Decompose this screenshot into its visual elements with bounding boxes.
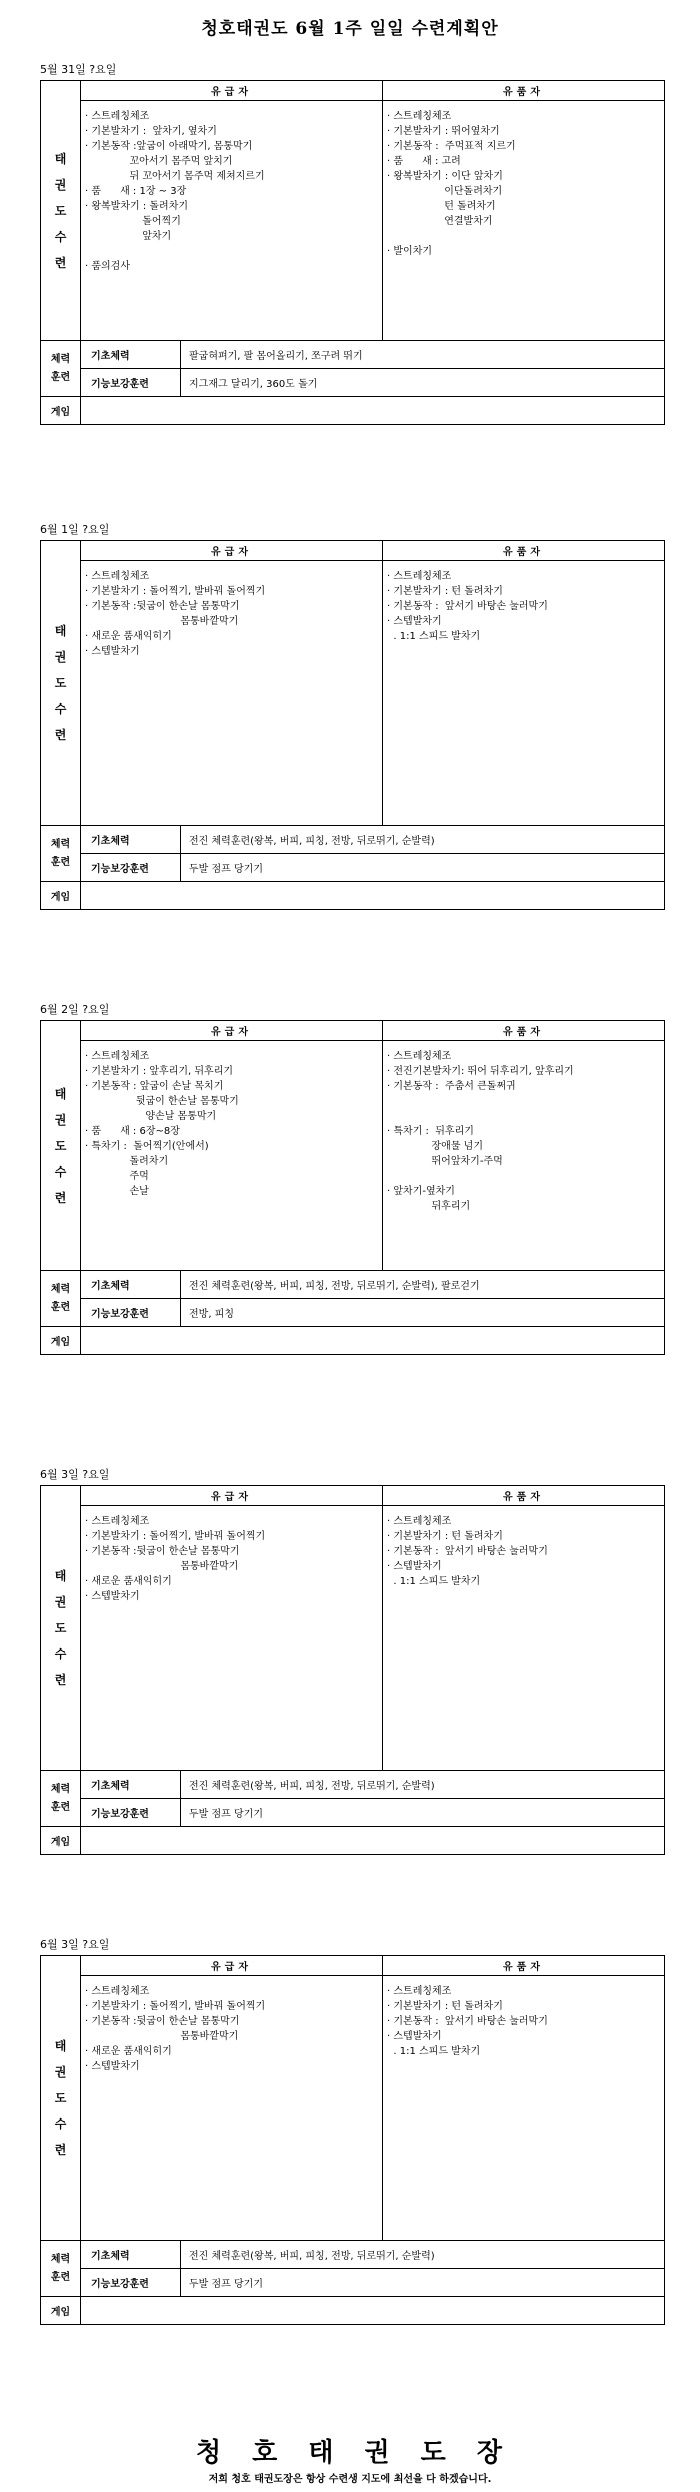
plan-line: 돌어찍기 bbox=[85, 216, 181, 227]
plan-line: . 1:1 스피드 발차기 bbox=[387, 1576, 481, 1587]
fitness-label-line: 체력 bbox=[50, 1283, 71, 1295]
plan-line: . 1:1 스피드 발차기 bbox=[387, 631, 481, 642]
plan-line: 이단돌려차기 bbox=[387, 186, 503, 197]
skill-fitness-label: 기능보강훈련 bbox=[81, 1799, 181, 1827]
plan-line: · 새로운 품새익히기 bbox=[85, 2046, 172, 2057]
plan-line: · 스트레칭체조 bbox=[387, 571, 452, 582]
taekwondo-char: 태 bbox=[54, 624, 67, 638]
beginner-header: 유급자 bbox=[81, 81, 383, 101]
plan-line: · 기본동작 : 앞서기 바탕손 눌러막기 bbox=[387, 2016, 548, 2027]
beginner-content bbox=[81, 561, 383, 826]
taekwondo-char: 수 bbox=[54, 1164, 67, 1179]
plan-line: · 품 새 : 고려 bbox=[387, 156, 461, 167]
fitness-label-line: 체력 bbox=[50, 1783, 71, 1795]
taekwondo-char: 태 bbox=[54, 1086, 67, 1101]
day-section bbox=[40, 1935, 664, 2325]
taekwondo-char: 권 bbox=[54, 2065, 67, 2079]
skill-fitness-value: 두발 점프 당기기 bbox=[181, 1799, 665, 1827]
taekwondo-char: 수 bbox=[54, 229, 67, 244]
plan-line bbox=[387, 1169, 660, 1184]
plan-line: . 1:1 스피드 발차기 bbox=[387, 2046, 481, 2057]
plan-line: · 발이차기 bbox=[387, 246, 433, 257]
game-label: 게임 bbox=[41, 1827, 81, 1855]
basic-fitness-label: 기초체력 bbox=[81, 341, 181, 369]
plan-line: · 스트레칭체조 bbox=[387, 111, 452, 122]
day-section bbox=[40, 520, 664, 910]
game-value bbox=[81, 2297, 665, 2325]
plan-line: · 스텝발차기 bbox=[85, 2061, 140, 2072]
plan-line: · 품 새 : 6장~8장 bbox=[85, 1126, 180, 1137]
taekwondo-char: 수 bbox=[54, 1647, 67, 1661]
plan-line: 턴 돌려차기 bbox=[387, 201, 496, 212]
plan-line: · 기본동작 : 앞서기 바탕손 눌러막기 bbox=[387, 601, 548, 612]
plan-line: · 기본발차기 : 턴 돌려차기 bbox=[387, 586, 503, 597]
beginner-header: 유급자 bbox=[81, 1021, 383, 1041]
plan-line: · 전진기본발차기: 뛰어 뒤후리기, 앞후리기 bbox=[387, 1066, 574, 1077]
plan-line: · 스텝발차기 bbox=[85, 1591, 140, 1602]
plan-line: 뒤 꼬아서기 몸주먹 제쳐지르기 bbox=[85, 171, 265, 182]
taekwondo-label bbox=[41, 1021, 81, 1271]
skill-fitness-value: 두발 점프 당기기 bbox=[181, 854, 665, 882]
skill-fitness-label: 기능보강훈련 bbox=[81, 369, 181, 397]
taekwondo-char: 련 bbox=[54, 728, 67, 742]
plan-line: 돌려차기 bbox=[85, 1156, 169, 1167]
plan-table bbox=[40, 1020, 665, 1355]
plan-line: · 스트레칭체조 bbox=[85, 111, 150, 122]
plan-line: · 기본동작 :뒷굽이 한손날 몸통막기 bbox=[85, 1546, 240, 1557]
plan-table bbox=[40, 80, 665, 425]
taekwondo-char: 도 bbox=[54, 203, 67, 218]
plan-line: 몸통바깥막기 bbox=[85, 616, 239, 627]
plan-line: · 왕복발차기 : 돌려차기 bbox=[85, 201, 189, 212]
game-label: 게임 bbox=[41, 397, 81, 425]
day-date: 6월 2일 ?요일 bbox=[40, 1003, 110, 1016]
plan-line: 연결발차기 bbox=[387, 216, 493, 227]
day-date: 6월 3일 ?요일 bbox=[40, 1468, 110, 1481]
advanced-header: 유품자 bbox=[383, 1021, 665, 1041]
plan-line: 뛰어앞차기-주먹 bbox=[387, 1156, 503, 1167]
taekwondo-char: 수 bbox=[54, 702, 67, 716]
basic-fitness-label: 기초체력 bbox=[81, 826, 181, 854]
plan-line: · 왕복발차기 : 이단 앞차기 bbox=[387, 171, 503, 182]
plan-table bbox=[40, 540, 665, 910]
taekwondo-label bbox=[41, 1956, 81, 2241]
game-label: 게임 bbox=[41, 2297, 81, 2325]
advanced-header: 유품자 bbox=[383, 1956, 665, 1976]
beginner-content bbox=[81, 101, 383, 341]
plan-line: · 기본동작 : 주춤서 큰돌쩌귀 bbox=[387, 1081, 516, 1092]
plan-line: 꼬아서기 몸주먹 앞치기 bbox=[85, 156, 233, 167]
taekwondo-label bbox=[41, 541, 81, 826]
plan-line: 손날 bbox=[85, 1186, 149, 1197]
plan-line: 앞차기 bbox=[85, 231, 172, 242]
plan-line: 몸통바깥막기 bbox=[85, 2031, 239, 2042]
plan-line: · 기본동작 : 주먹표적 지르기 bbox=[387, 141, 516, 152]
beginner-content bbox=[81, 1041, 383, 1271]
dojang-note: 저희 청호 태권도장은 항상 수련생 지도에 최선을 다 하겠습니다. bbox=[208, 2474, 492, 2485]
advanced-header: 유품자 bbox=[383, 81, 665, 101]
fitness-label-line: 훈련 bbox=[50, 856, 71, 868]
beginner-header: 유급자 bbox=[81, 1486, 383, 1506]
day-date: 6월 1일 ?요일 bbox=[40, 523, 110, 536]
plan-line bbox=[85, 244, 378, 259]
plan-line: · 기본동작 : 앞굽이 손날 목치기 bbox=[85, 1081, 224, 1092]
taekwondo-char: 태 bbox=[54, 151, 67, 166]
day-date: 6월 3일 ?요일 bbox=[40, 1938, 110, 1951]
taekwondo-char: 권 bbox=[54, 177, 67, 192]
page-title: 청호태권도 6월 1주 일일 수련계획안 bbox=[201, 19, 499, 39]
plan-line: · 기본동작 :앞굽이 아래막기, 몸통막기 bbox=[85, 141, 253, 152]
basic-fitness-label: 기초체력 bbox=[81, 2241, 181, 2269]
basic-fitness-value: 전진 체력훈련(왕복, 버피, 피칭, 전방, 뒤로뛰기, 순발력) bbox=[181, 1771, 665, 1799]
plan-line: 장애물 넘기 bbox=[387, 1141, 483, 1152]
plan-line: · 특차기 : 뒤후리기 bbox=[387, 1126, 474, 1137]
taekwondo-char: 도 bbox=[54, 1138, 67, 1153]
fitness-label-line: 훈련 bbox=[50, 2271, 71, 2283]
plan-line: 주먹 bbox=[85, 1171, 149, 1182]
plan-line bbox=[387, 1109, 660, 1124]
plan-line: · 스트레칭체조 bbox=[85, 1986, 150, 1997]
basic-fitness-value: 팔굽혀펴기, 팔 몸어올리기, 쪼구려 뛰기 bbox=[181, 341, 665, 369]
advanced-content bbox=[383, 1041, 665, 1271]
taekwondo-char: 태 bbox=[54, 2039, 67, 2053]
skill-fitness-label: 기능보강훈련 bbox=[81, 1299, 181, 1327]
advanced-content bbox=[383, 561, 665, 826]
plan-line: · 스트레칭체조 bbox=[387, 1051, 452, 1062]
game-label: 게임 bbox=[41, 882, 81, 910]
game-label: 게임 bbox=[41, 1327, 81, 1355]
game-value bbox=[81, 397, 665, 425]
plan-line: · 스텝발차기 bbox=[387, 2031, 442, 2042]
plan-line: · 기본발차기 : 돌어찍기, 발바꿔 돌어찍기 bbox=[85, 586, 266, 597]
taekwondo-char: 태 bbox=[54, 1569, 67, 1583]
plan-line: · 기본발차기 : 앞차기, 옆차기 bbox=[85, 126, 217, 137]
day-date: 5월 31일 ?요일 bbox=[40, 63, 117, 76]
day-section bbox=[40, 1465, 664, 1855]
plan-line: 뒷굽이 한손날 몸통막기 bbox=[85, 1096, 239, 1107]
advanced-content bbox=[383, 1506, 665, 1771]
basic-fitness-value: 전진 체력훈련(왕복, 버피, 피칭, 전방, 뒤로뛰기, 순발력) bbox=[181, 826, 665, 854]
advanced-content bbox=[383, 101, 665, 341]
plan-line: · 기본발차기 : 턴 돌려차기 bbox=[387, 2001, 503, 2012]
plan-line: · 기본발차기 : 뛰어옆차기 bbox=[387, 126, 500, 137]
plan-line: · 기본동작 :뒷굽이 한손날 몸통막기 bbox=[85, 601, 240, 612]
plan-line: · 스트레칭체조 bbox=[85, 571, 150, 582]
plan-line: · 새로운 품새익히기 bbox=[85, 631, 172, 642]
taekwondo-char: 권 bbox=[54, 1112, 67, 1127]
taekwondo-char: 련 bbox=[54, 1673, 67, 1687]
taekwondo-label bbox=[41, 1486, 81, 1771]
fitness-label-line: 훈련 bbox=[50, 371, 71, 383]
taekwondo-char: 련 bbox=[54, 2143, 67, 2157]
plan-line: · 스트레칭체조 bbox=[85, 1051, 150, 1062]
plan-table bbox=[40, 1955, 665, 2325]
skill-fitness-label: 기능보강훈련 bbox=[81, 2269, 181, 2297]
plan-line bbox=[387, 229, 660, 244]
fitness-label bbox=[41, 341, 81, 397]
basic-fitness-value: 전진 체력훈련(왕복, 버피, 피칭, 전방, 뒤로뛰기, 순발력), 팔로걷기 bbox=[181, 1271, 665, 1299]
advanced-header: 유품자 bbox=[383, 1486, 665, 1506]
plan-line: · 스텝발차기 bbox=[387, 1561, 442, 1572]
taekwondo-char: 도 bbox=[54, 1621, 67, 1635]
game-value bbox=[81, 1327, 665, 1355]
taekwondo-char: 도 bbox=[54, 676, 67, 690]
fitness-label-line: 훈련 bbox=[50, 1801, 71, 1813]
plan-line: · 특차기 : 돌어찍기(안에서) bbox=[85, 1141, 209, 1152]
basic-fitness-label: 기초체력 bbox=[81, 1271, 181, 1299]
plan-line: 뒤후리기 bbox=[387, 1201, 471, 1212]
fitness-label bbox=[41, 1271, 81, 1327]
plan-line bbox=[387, 1094, 660, 1109]
plan-table bbox=[40, 1485, 665, 1855]
plan-line: · 기본동작 : 앞서기 바탕손 눌러막기 bbox=[387, 1546, 548, 1557]
advanced-content bbox=[383, 1976, 665, 2241]
day-section bbox=[40, 1000, 664, 1355]
beginner-header: 유급자 bbox=[81, 1956, 383, 1976]
taekwondo-char: 수 bbox=[54, 2117, 67, 2131]
plan-line: · 기본발차기 : 돌어찍기, 발바꿔 돌어찍기 bbox=[85, 2001, 266, 2012]
basic-fitness-label: 기초체력 bbox=[81, 1771, 181, 1799]
plan-line: · 기본발차기 : 턴 돌려차기 bbox=[387, 1531, 503, 1542]
skill-fitness-value: 전방, 피칭 bbox=[181, 1299, 665, 1327]
taekwondo-label bbox=[41, 81, 81, 341]
game-value bbox=[81, 1827, 665, 1855]
game-value bbox=[81, 882, 665, 910]
plan-line: · 품의검사 bbox=[85, 261, 130, 272]
fitness-label bbox=[41, 1771, 81, 1827]
fitness-label-line: 체력 bbox=[50, 353, 71, 365]
taekwondo-char: 련 bbox=[54, 1190, 67, 1205]
plan-line: · 스텝발차기 bbox=[387, 616, 442, 627]
fitness-label-line: 체력 bbox=[50, 2253, 71, 2265]
taekwondo-char: 련 bbox=[54, 255, 67, 270]
beginner-content bbox=[81, 1976, 383, 2241]
skill-fitness-value: 두발 점프 당기기 bbox=[181, 2269, 665, 2297]
taekwondo-char: 권 bbox=[54, 1595, 67, 1609]
fitness-label-line: 훈련 bbox=[50, 1301, 71, 1313]
beginner-content bbox=[81, 1506, 383, 1771]
plan-line: · 기본동작 :뒷굽이 한손날 몸통막기 bbox=[85, 2016, 240, 2027]
plan-line: 몸통바깥막기 bbox=[85, 1561, 239, 1572]
fitness-label bbox=[41, 2241, 81, 2297]
plan-line: · 앞차기-옆차기 bbox=[387, 1186, 455, 1197]
taekwondo-char: 도 bbox=[54, 2091, 67, 2105]
skill-fitness-value: 지그재그 달리기, 360도 돌기 bbox=[181, 369, 665, 397]
dojang-name: 청 호 태 권 도 장 bbox=[196, 2438, 504, 2468]
plan-line: 양손날 몸통막기 bbox=[85, 1111, 217, 1122]
beginner-header: 유급자 bbox=[81, 541, 383, 561]
plan-line: · 기본발차기 : 돌어찍기, 발바꿔 돌어찍기 bbox=[85, 1531, 266, 1542]
plan-line: · 기본발차기 : 앞후리기, 뒤후리기 bbox=[85, 1066, 234, 1077]
taekwondo-char: 권 bbox=[54, 650, 67, 664]
plan-line: · 스텝발차기 bbox=[85, 646, 140, 657]
fitness-label bbox=[41, 826, 81, 882]
skill-fitness-label: 기능보강훈련 bbox=[81, 854, 181, 882]
plan-line: · 품 새 : 1장 ~ 3장 bbox=[85, 186, 187, 197]
plan-line: · 스트레칭체조 bbox=[387, 1516, 452, 1527]
plan-line: · 새로운 품새익히기 bbox=[85, 1576, 172, 1587]
plan-line: · 스트레칭체조 bbox=[387, 1986, 452, 1997]
fitness-label-line: 체력 bbox=[50, 838, 71, 850]
advanced-header: 유품자 bbox=[383, 541, 665, 561]
day-section bbox=[40, 60, 664, 425]
basic-fitness-value: 전진 체력훈련(왕복, 버피, 피칭, 전방, 뒤로뛰기, 순발력) bbox=[181, 2241, 665, 2269]
plan-line: · 스트레칭체조 bbox=[85, 1516, 150, 1527]
